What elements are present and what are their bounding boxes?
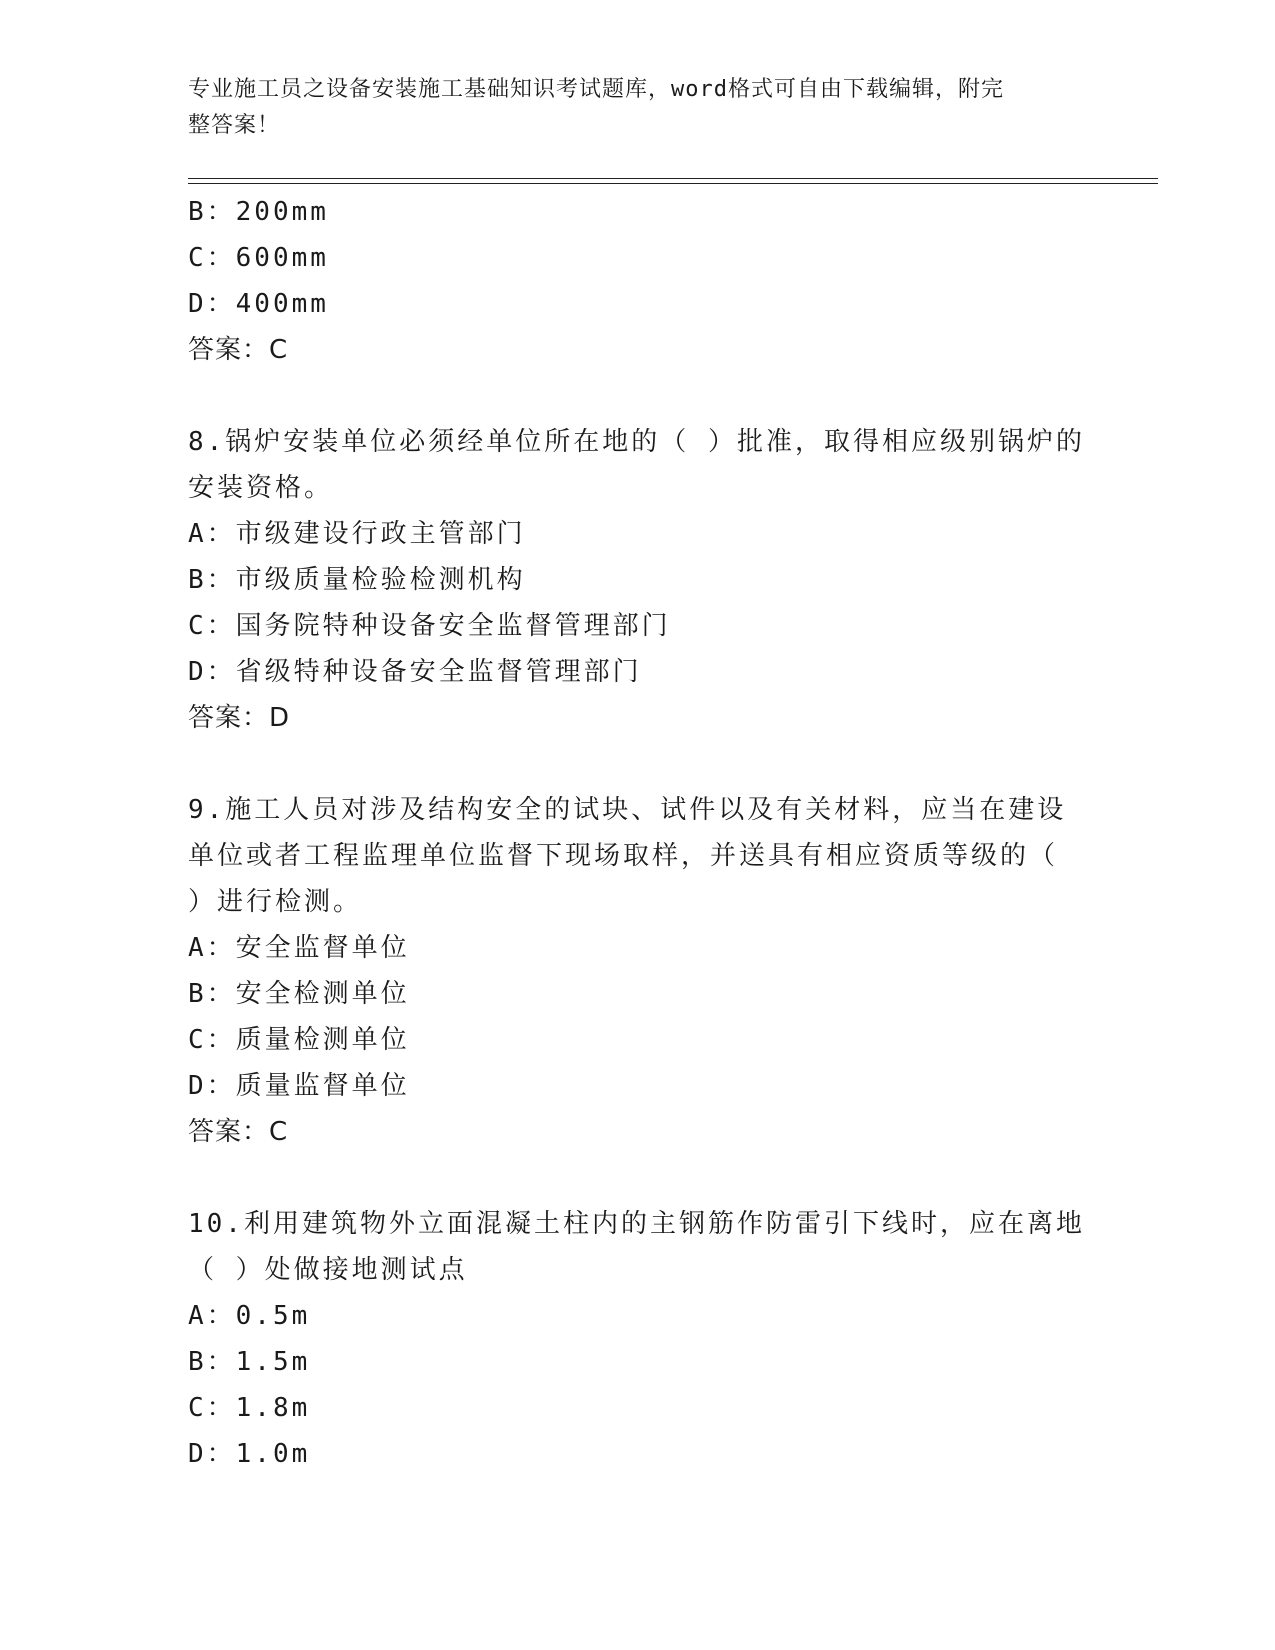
question-9 [188,787,1088,1155]
question-list [188,189,1088,1477]
header-divider-top [188,178,1158,179]
question-spacer [188,373,1088,419]
question-8 [188,419,1088,741]
question-10 [188,1201,1088,1477]
option-d: D：1.0m [188,1439,311,1469]
option-d: D：质量监督单位 [188,1071,410,1101]
question-stem: 安装资格。 [188,473,334,503]
question-stem: 10.利用建筑物外立面混凝土柱内的主钢筋作防雷引下线时，应在离地 [188,1209,1085,1239]
question-spacer [188,1155,1088,1201]
option-a: A：安全监督单位 [188,933,410,963]
header-line-2: 整答案！ [188,113,281,138]
option-b: B：1.5m [188,1347,311,1377]
question-7-continued [188,189,1088,373]
option-c: C：600mm [188,243,329,273]
option-a: A：市级建设行政主管部门 [188,519,526,549]
question-stem: （ ）处做接地测试点 [188,1255,468,1285]
option-b: B：200mm [188,197,329,227]
option-a: A：0.5m [188,1301,311,1331]
question-stem: 单位或者工程监理单位监督下现场取样，并送具有相应资质等级的（ [188,841,1059,871]
option-c: C：国务院特种设备安全监督管理部门 [188,611,671,641]
question-spacer [188,741,1088,787]
header-divider-bottom [188,183,1158,184]
question-stem: 8.锅炉安装单位必须经单位所在地的（ ）批准，取得相应级别锅炉的 [188,427,1085,457]
option-d: D：400mm [188,289,329,319]
answer-line: 答案：D [188,703,291,733]
document-header [188,72,1068,144]
answer-line: 答案：C [188,335,289,365]
option-d: D：省级特种设备安全监督管理部门 [188,657,642,687]
question-stem: ）进行检测。 [188,887,363,917]
option-c: C：质量检测单位 [188,1025,410,1055]
question-stem: 9.施工人员对涉及结构安全的试块、试件以及有关材料，应当在建设 [188,795,1067,825]
header-line-1: 专业施工员之设备安装施工基础知识考试题库，word格式可自由下载编辑，附完 [188,77,1004,102]
option-b: B：市级质量检验检测机构 [188,565,526,595]
answer-line: 答案：C [188,1117,289,1147]
option-c: C：1.8m [188,1393,311,1423]
option-b: B：安全检测单位 [188,979,410,1009]
